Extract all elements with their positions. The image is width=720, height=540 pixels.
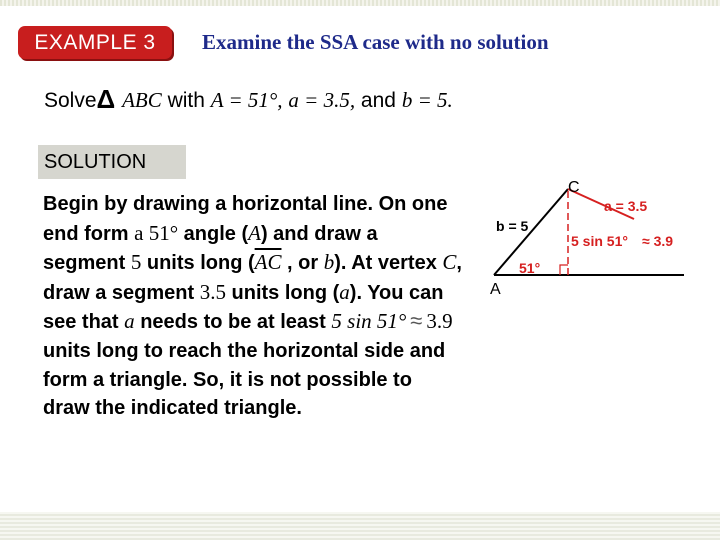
math-angle: a 51° xyxy=(134,220,179,245)
triangle-name: ABC xyxy=(122,88,162,112)
solution-text-part: units long ( xyxy=(225,281,340,304)
solution-text-part: ). At vertex xyxy=(334,252,443,275)
angle-label: 51° xyxy=(519,260,541,276)
condition-side-b: b = 5. xyxy=(401,88,453,112)
solution-text-part: units long to reach the horizontal side and form a triangle. So, it is not possible to draw the indicated triangle. xyxy=(43,339,446,420)
solution-text-part: , draw a segment xyxy=(43,252,462,304)
math-vertex-A: A xyxy=(248,220,261,245)
solution-text-part: Begin by drawing a horizontal line. On one end form xyxy=(43,193,448,245)
vertex-A-label: A xyxy=(490,281,501,298)
math-height-value: 3.9 xyxy=(426,309,453,334)
solution-text-part: ) and draw a segment xyxy=(43,222,378,275)
condition-side-a: a = 3.5, xyxy=(288,88,356,112)
solve-word: Solve xyxy=(44,89,97,112)
top-decorative-bar xyxy=(0,0,720,6)
solution-label: SOLUTION xyxy=(38,145,186,179)
bottom-decorative-bar xyxy=(0,512,720,540)
solution-text-part: needs to be at least xyxy=(134,311,332,334)
vertex-C-label: C xyxy=(568,179,580,196)
math-side-b: b xyxy=(323,250,335,275)
side-b-label: b = 5 xyxy=(496,218,529,234)
problem-statement xyxy=(44,84,453,115)
height-approx-label: ≈ 3.9 xyxy=(642,233,674,249)
solution-text-part: angle ( xyxy=(178,222,249,245)
right-angle-marker xyxy=(560,265,568,275)
approx-symbol: ≈ xyxy=(410,308,423,334)
math-length-3-5: 3.5 xyxy=(199,279,226,304)
solution-text-part: , or xyxy=(281,252,324,275)
with-word: with xyxy=(167,89,205,112)
math-height-expression: 5 sin 51° xyxy=(331,309,407,334)
example-title: Examine the SSA case with no solution xyxy=(202,30,549,54)
side-a-label: a = 3.5 xyxy=(604,198,648,214)
example-badge: EXAMPLE 3 xyxy=(18,26,172,59)
triangle-diagram xyxy=(484,172,706,302)
math-side-a: a xyxy=(339,279,350,304)
math-segment-AC: $\overline{AC}$ xyxy=(254,250,282,275)
triangle-icon: Δ xyxy=(96,84,116,114)
and-word: and xyxy=(360,89,396,112)
math-vertex-C: C xyxy=(442,250,457,275)
solution-text xyxy=(43,190,463,423)
math-side-a: a xyxy=(124,309,135,334)
math-length-5: 5 xyxy=(130,250,142,275)
condition-angle-A: A = 51°, xyxy=(210,88,283,112)
solution-text-part: ). You can see that xyxy=(43,281,444,334)
height-expression-label: 5 sin 51° xyxy=(571,233,628,249)
solution-text-part: units long ( xyxy=(141,252,255,275)
